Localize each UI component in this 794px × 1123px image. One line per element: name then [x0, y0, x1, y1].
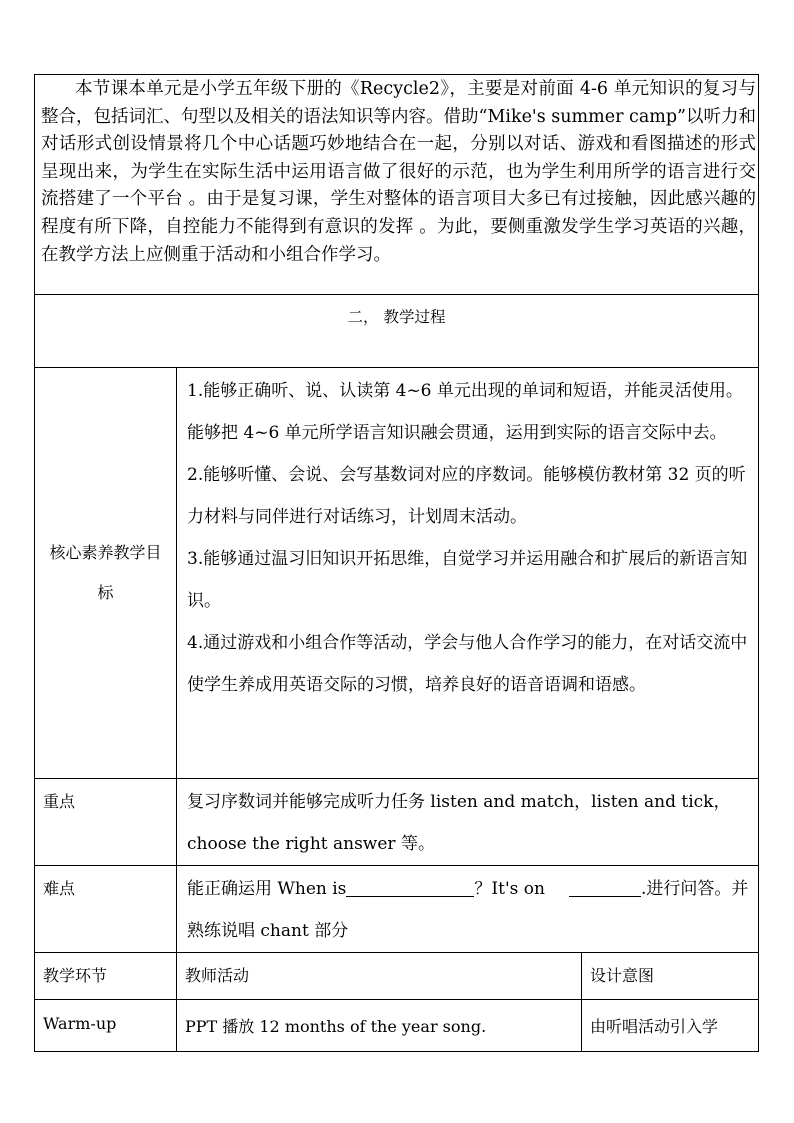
- goals-label: 核心素养教学目标: [35, 368, 177, 779]
- difficulty-row: [35, 866, 759, 953]
- key-point-label: 重点: [35, 779, 177, 866]
- goals-cell: [177, 368, 759, 779]
- fill-blank-line: [346, 878, 474, 897]
- goal-item: 3.能够通过温习旧知识开拓思维，自觉学习并运用融合和扩展后的新语言知识。: [187, 549, 748, 611]
- difficulty-text-middle: ？It's on: [474, 879, 545, 899]
- difficulty-text-before: 能正确运用 When is: [187, 879, 347, 899]
- key-point-row: [35, 779, 759, 866]
- header-design-intent: 设计意图: [582, 953, 759, 1000]
- fill-blank-line: [569, 878, 641, 897]
- section-title-row: [35, 295, 759, 368]
- warmup-intent: 由听唱活动引入学: [582, 1000, 759, 1052]
- goals-row: [35, 368, 759, 779]
- section-title: 二， 教学过程: [35, 295, 759, 368]
- key-point-text: 复习序数词并能够完成听力任务 listen and match，listen and tick， choose the right answer 等。: [177, 779, 759, 866]
- difficulty-cell: [177, 866, 759, 953]
- header-stage: 教学环节: [35, 953, 177, 1000]
- warmup-row: [35, 1000, 759, 1052]
- warmup-stage: Warm-up: [35, 1000, 177, 1052]
- intro-paragraph: 本节课本单元是小学五年级下册的《Recycle2》，主要是对前面 4-6 单元知识的复习与整合，包括词汇、句型以及相关的语法知识等内容。借助“Mike's summer camp”以听力和对话形式创设情景将几个中心话题巧妙地结合在一起，分别以对话、游戏和看图描述的形式呈现出来，为学生在实际生活中运用语言做了很好的示范，也为学生利用所学的语言进行交流搭建了一个平台 。由于是复习课，学生对整体的语言项目大多已有过接触，因此感兴趣的程度有所下降，自控能力不能得到有意识的发挥 。为此，要侧重激发学生学习英语的兴趣，在教学方法上应侧重于活动和小组合作学习。: [41, 79, 756, 265]
- difficulty-label: 难点: [35, 866, 177, 953]
- goal-item: 1.能够正确听、说、认读第 4~6 单元出现的单词和短语，并能灵活使用。能够把 4~6 单元所学语言知识融会贯通，运用到实际的语言交际中去。: [187, 381, 743, 443]
- intro-cell: [35, 75, 759, 295]
- goal-item: 4.通过游戏和小组合作等活动，学会与他人合作学习的能力，在对话交流中使学生养成用英语交际的习惯，培养良好的语音语调和语感。: [187, 633, 748, 695]
- lesson-plan-table: [34, 74, 759, 1052]
- process-header-row: [35, 953, 759, 1000]
- header-teacher-activity: 教师活动: [177, 953, 582, 1000]
- difficulty-text-after: .进行问答。并熟练说唱 chant 部分: [187, 879, 749, 941]
- warmup-activity: PPT 播放 12 months of the year song.: [177, 1000, 582, 1052]
- intro-row: [35, 75, 759, 295]
- goal-item: 2.能够听懂、会说、会写基数词对应的序数词。能够模仿教材第 32 页的听力材料与同伴进行对话练习，计划周末活动。: [187, 465, 746, 527]
